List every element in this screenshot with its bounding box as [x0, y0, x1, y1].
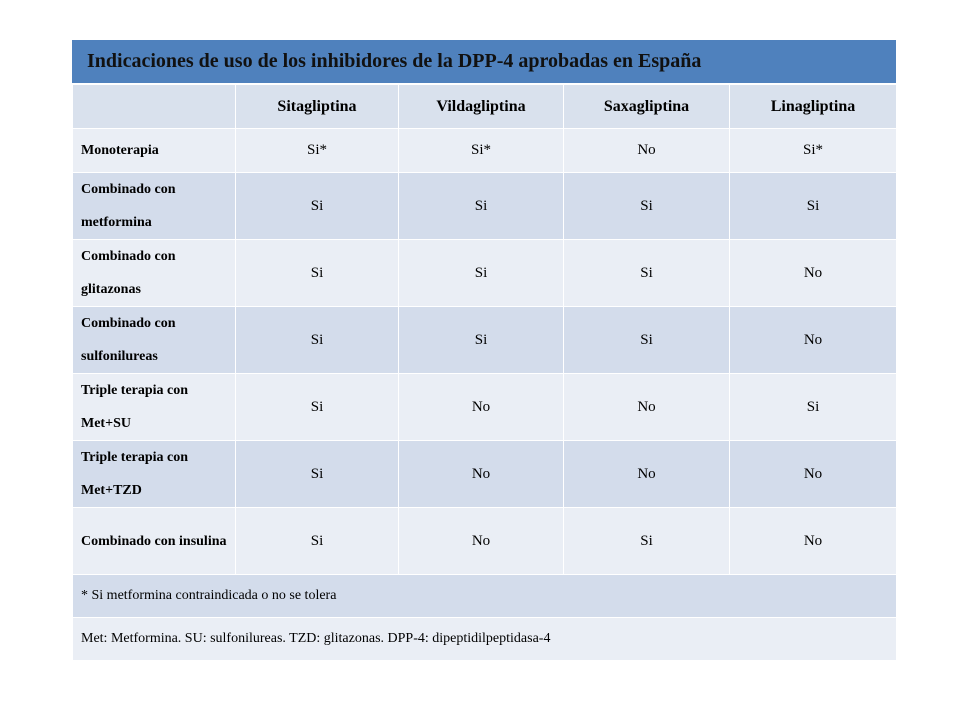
- cell-vildagliptina: Si*: [399, 129, 564, 173]
- cell-saxagliptina: No: [564, 129, 730, 173]
- cell-linagliptina: Si*: [730, 129, 897, 173]
- cell-vildagliptina: Si: [399, 240, 564, 307]
- cell-vildagliptina: Si: [399, 307, 564, 374]
- cell-saxagliptina: Si: [564, 508, 730, 575]
- header-row: [73, 85, 897, 129]
- table-row: [73, 374, 897, 441]
- table-row: [73, 240, 897, 307]
- cell-linagliptina: No: [730, 441, 897, 508]
- row-label: Combinado con glitazonas: [73, 240, 236, 307]
- row-label: Combinado con sulfonilureas: [73, 307, 236, 374]
- row-label: Combinado con insulina: [73, 508, 236, 575]
- cell-sitagliptina: Si: [236, 508, 399, 575]
- cell-sitagliptina: Si: [236, 441, 399, 508]
- table-title: Indicaciones de uso de los inhibidores de la DPP-4 aprobadas en España: [72, 40, 896, 84]
- header-empty: [73, 85, 236, 129]
- cell-saxagliptina: No: [564, 374, 730, 441]
- cell-saxagliptina: Si: [564, 240, 730, 307]
- cell-sitagliptina: Si: [236, 374, 399, 441]
- cell-sitagliptina: Si*: [236, 129, 399, 173]
- footnote-contraindication: * Si metformina contraindicada o no se tolera: [73, 575, 897, 618]
- table-row: [73, 129, 897, 173]
- cell-saxagliptina: No: [564, 441, 730, 508]
- cell-linagliptina: Si: [730, 173, 897, 240]
- row-label: Monoterapia: [73, 129, 236, 173]
- indications-table: [72, 84, 897, 661]
- cell-linagliptina: Si: [730, 374, 897, 441]
- row-label: Triple terapia con Met+SU: [73, 374, 236, 441]
- row-label: Triple terapia con Met+TZD: [73, 441, 236, 508]
- dpp4-table-container: [72, 40, 896, 661]
- table-row: [73, 508, 897, 575]
- cell-vildagliptina: No: [399, 374, 564, 441]
- row-label: Combinado con metformina: [73, 173, 236, 240]
- header-vildagliptina: Vildagliptina: [399, 85, 564, 129]
- footnote-abbreviations: Met: Metformina. SU: sulfonilureas. TZD: glitazonas. DPP-4: dipeptidilpeptidasa-4: [73, 618, 897, 661]
- cell-linagliptina: No: [730, 307, 897, 374]
- cell-linagliptina: No: [730, 508, 897, 575]
- cell-vildagliptina: No: [399, 508, 564, 575]
- cell-sitagliptina: Si: [236, 240, 399, 307]
- footnote-row: [73, 575, 897, 618]
- table-row: [73, 173, 897, 240]
- header-saxagliptina: Saxagliptina: [564, 85, 730, 129]
- cell-saxagliptina: Si: [564, 307, 730, 374]
- footnote-row: [73, 618, 897, 661]
- table-row: [73, 441, 897, 508]
- cell-sitagliptina: Si: [236, 173, 399, 240]
- cell-saxagliptina: Si: [564, 173, 730, 240]
- header-linagliptina: Linagliptina: [730, 85, 897, 129]
- table-row: [73, 307, 897, 374]
- cell-linagliptina: No: [730, 240, 897, 307]
- cell-vildagliptina: Si: [399, 173, 564, 240]
- cell-sitagliptina: Si: [236, 307, 399, 374]
- header-sitagliptina: Sitagliptina: [236, 85, 399, 129]
- cell-vildagliptina: No: [399, 441, 564, 508]
